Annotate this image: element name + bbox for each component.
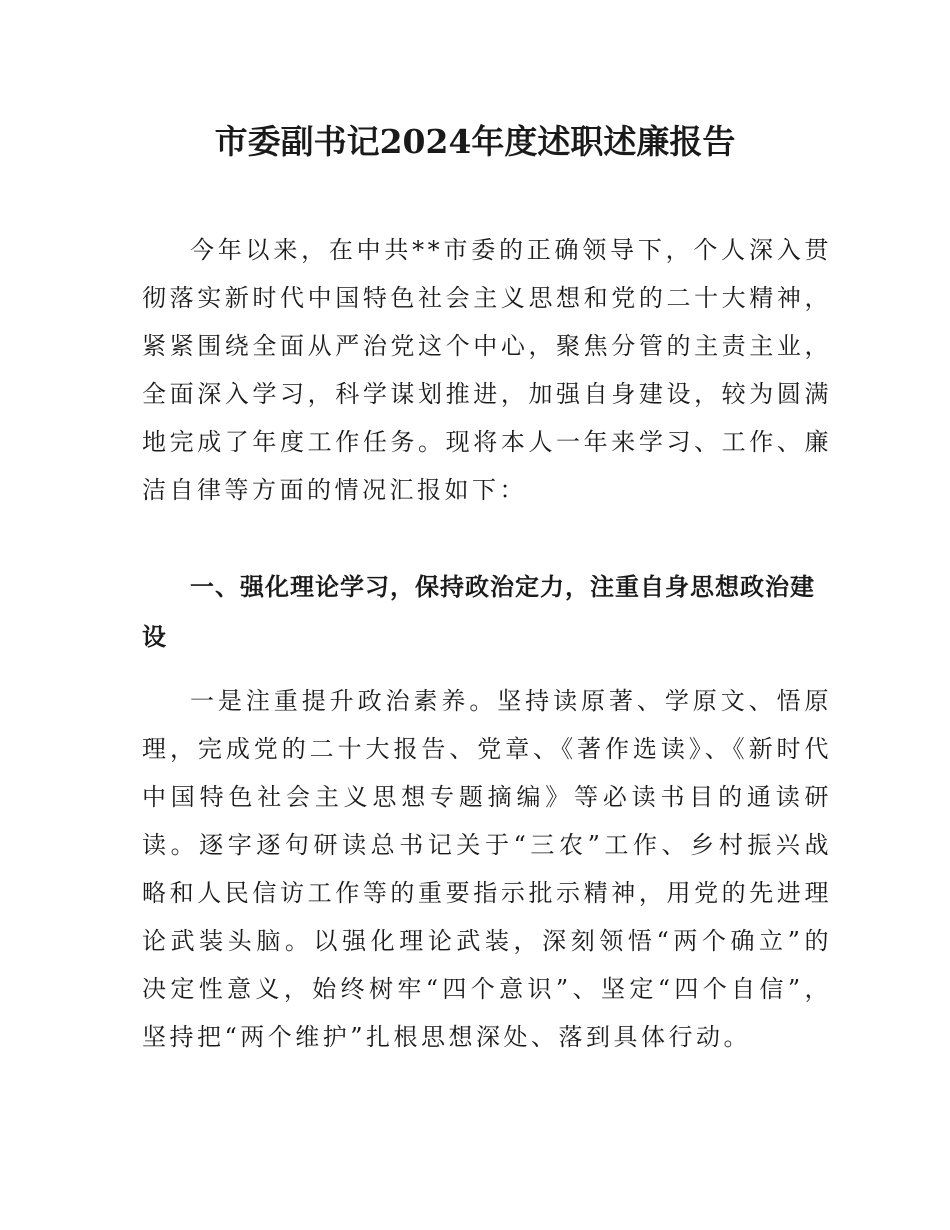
document-title: 市委副书记2024年度述职述廉报告 xyxy=(214,122,736,161)
section-1-paragraph-1: 一是注重提升政治素养。坚持读原著、学原文、悟原理，完成党的二十大报告、党章、《著作选读》、《新时代中国特色社会主义思想专题摘编》等必读书目的通读研读。逐字逐句研读总书记关于“三农”工作、乡村振兴战略和人民信访工作等的重要指示批示精神，用党的先进理论武装头脑。以强化理论武装，深刻领悟“两个确立”的决定性意义，始终树牢“四个意识”、坚定“四个自信”，坚持把“两个维护”扎根思想深处、落到具体行动。 xyxy=(142,687,832,1051)
intro-paragraph: 今年以来，在中共**市委的正确领导下，个人深入贯彻落实新时代中国特色社会主义思想和党的二十大精神，紧紧围绕全面从严治党这个中心，聚焦分管的主责主业，全面深入学习，科学谋划推进，加强自身建设，较为圆满地完成了年度工作任务。现将本人一年来学习、工作、廉洁自律等方面的情况汇报如下： xyxy=(142,236,832,504)
section-1-heading: 一、强化理论学习，保持政治定力，注重自身思想政治建设 xyxy=(142,573,815,651)
